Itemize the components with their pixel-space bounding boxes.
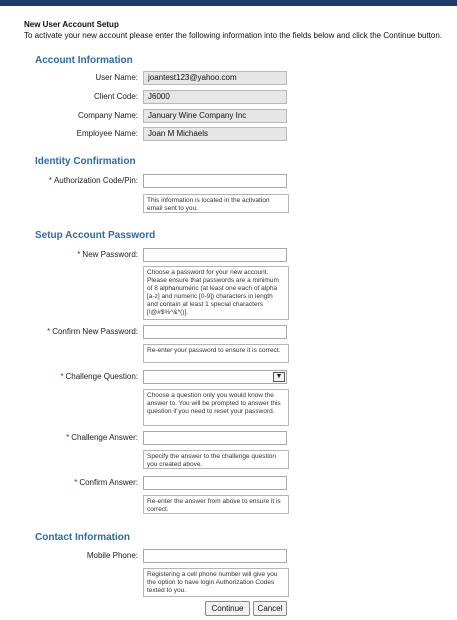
chevron-down-icon[interactable]: ▼ bbox=[273, 372, 285, 382]
top-bar bbox=[0, 0, 457, 6]
confirm-answer-label bbox=[38, 478, 138, 487]
confirm-answer-input[interactable] bbox=[143, 476, 287, 490]
challenge-question-select[interactable] bbox=[143, 370, 287, 384]
challenge-question-help: Choose a question only you would know the answer to. You will be prompted to answer this question if you need to reset your password. bbox=[143, 389, 289, 426]
password-heading: Setup Account Password bbox=[35, 230, 156, 241]
required-marker: * bbox=[77, 250, 81, 259]
auth-code-label bbox=[38, 176, 138, 185]
contact-heading: Contact Information bbox=[35, 532, 130, 543]
confirm-password-help: Re-enter your password to ensure it is correct. bbox=[143, 344, 289, 363]
challenge-question-label bbox=[38, 372, 138, 381]
challenge-answer-label bbox=[38, 433, 138, 442]
new-password-help: Choose a password for your new account. Please ensure that passwords are a minimum of 8 alphanumeric (at least one each of alpha [a-z] and numeric [0-9]) characters in length and contain at least 1 special characters [!@#$%^&*()]. bbox=[143, 266, 289, 320]
required-marker: * bbox=[47, 327, 51, 336]
identity-heading: Identity Confirmation bbox=[35, 156, 136, 167]
auth-code-input[interactable] bbox=[143, 174, 287, 188]
confirm-answer-label-text: Confirm Answer: bbox=[79, 478, 138, 487]
required-marker: * bbox=[48, 176, 52, 185]
employee-name-label: Employee Name: bbox=[76, 129, 138, 138]
auth-code-help: This information is located in the activation email sent to you. bbox=[143, 194, 289, 213]
mobile-phone-help: Registering a cell phone number will give you the option to have login Authorization Codes texted to you. bbox=[143, 568, 289, 597]
new-password-input[interactable] bbox=[143, 248, 287, 262]
client-code-field: J6000 bbox=[143, 90, 287, 104]
auth-code-label-text: Authorization Code/Pin: bbox=[53, 176, 138, 185]
challenge-question-value bbox=[144, 377, 148, 386]
required-marker: * bbox=[66, 433, 70, 442]
page-title: New User Account Setup bbox=[24, 20, 119, 29]
challenge-question-label-text: Challenge Question: bbox=[65, 372, 138, 381]
confirm-password-label-text: Confirm New Password: bbox=[52, 327, 138, 336]
continue-button[interactable]: Continue bbox=[205, 601, 250, 616]
new-password-label bbox=[38, 250, 138, 259]
account-info-heading: Account Information bbox=[35, 55, 133, 66]
intro-text: To activate your new account please enter the following information into the fields below and click the Continue button. bbox=[24, 31, 443, 40]
confirm-password-input[interactable] bbox=[143, 325, 287, 339]
cancel-button[interactable]: Cancel bbox=[253, 601, 287, 616]
client-code-label: Client Code: bbox=[93, 92, 138, 101]
required-marker: * bbox=[60, 372, 64, 381]
company-name-field: January Wine Company Inc bbox=[143, 109, 287, 123]
confirm-answer-help: Re-enter the answer from above to ensure it is correct. bbox=[143, 495, 289, 514]
mobile-phone-input[interactable] bbox=[143, 549, 287, 563]
new-password-label-text: New Password: bbox=[82, 250, 138, 259]
confirm-password-label bbox=[38, 327, 138, 336]
challenge-answer-label-text: Challenge Answer: bbox=[71, 433, 138, 442]
mobile-phone-label: Mobile Phone: bbox=[86, 551, 138, 560]
company-name-label: Company Name: bbox=[77, 111, 138, 120]
challenge-answer-input[interactable] bbox=[143, 431, 287, 445]
user-name-label: User Name: bbox=[95, 73, 138, 82]
challenge-answer-help: Specify the answer to the challenge question you created above. bbox=[143, 450, 289, 469]
user-name-field: joantest123@yahoo.com bbox=[143, 71, 287, 85]
employee-name-field: Joan M Michaels bbox=[143, 127, 287, 141]
required-marker: * bbox=[74, 478, 78, 487]
